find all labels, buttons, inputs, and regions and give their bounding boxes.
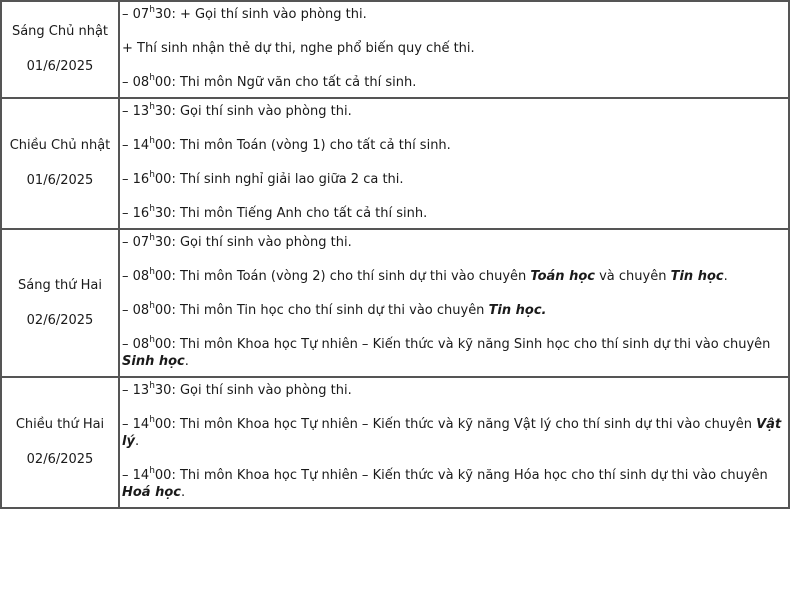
- activity-text: 00: Thi môn Toán (vòng 1) cho tất cả thí sinh.: [154, 138, 451, 153]
- schedule-row: [1, 98, 789, 229]
- session-date: 02/6/2025: [26, 452, 94, 467]
- subject-emphasis: Sinh học: [122, 354, 185, 369]
- activity-time-marker: h: [149, 136, 155, 146]
- activity-time-hour: + Thí sinh nhận thẻ dự thi, nghe phổ biến quy chế thi.: [122, 41, 475, 56]
- activity-time-marker: h: [149, 466, 155, 476]
- activity-line: [122, 137, 786, 154]
- activity-time-marker: h: [149, 267, 155, 277]
- activity-time-marker: h: [149, 301, 155, 311]
- activity-line: [122, 40, 786, 57]
- activity-time-marker: h: [149, 170, 155, 180]
- activity-text: 00: Thi môn Ngữ văn cho tất cả thí sinh.: [154, 75, 417, 90]
- activity-line: [122, 205, 786, 222]
- activity-text: 00: Thi môn Khoa học Tự nhiên – Kiến thức và kỹ năng Hóa học cho thí sinh dự thi vào chuyên: [154, 468, 768, 483]
- activity-cell: [119, 377, 789, 508]
- activity-line: [122, 416, 786, 450]
- activity-time-marker: h: [149, 102, 155, 112]
- subject-emphasis: Hoá học: [122, 485, 182, 500]
- activity-line: [122, 382, 786, 399]
- session-name: Sáng Chủ nhật: [11, 24, 109, 39]
- activity-text-tail: .: [184, 354, 189, 369]
- activity-time-hour: – 08: [122, 75, 150, 90]
- session-name: Chiều Chủ nhật: [9, 138, 111, 153]
- activity-time-marker: h: [149, 233, 155, 243]
- activity-line: [122, 6, 786, 23]
- session-date: 01/6/2025: [26, 59, 94, 74]
- subject-emphasis: Toán học: [530, 269, 595, 284]
- session-cell: [1, 229, 119, 377]
- activity-text-tail: và chuyên: [594, 269, 671, 284]
- activity-text: 30: Gọi thí sinh vào phòng thi.: [154, 104, 352, 119]
- activity-text: 00: Thi môn Khoa học Tự nhiên – Kiến thức và kỹ năng Vật lý cho thí sinh dự thi vào chuyên: [154, 417, 757, 432]
- schedule-body: [1, 1, 789, 508]
- schedule-row: [1, 229, 789, 377]
- activity-time-hour: – 14: [122, 138, 150, 153]
- subject-emphasis-2: Tin học: [670, 269, 724, 284]
- activity-cell: [119, 1, 789, 98]
- activity-time-marker: h: [149, 335, 155, 345]
- activity-time-hour: – 08: [122, 337, 150, 352]
- activity-text-tail: .: [181, 485, 186, 500]
- activity-line: [122, 302, 786, 319]
- subject-emphasis: Vật lý: [122, 417, 782, 449]
- activity-text: 30: Thi môn Tiếng Anh cho tất cả thí sinh.: [154, 206, 428, 221]
- activity-line: [122, 467, 786, 501]
- activity-time-hour: – 14: [122, 468, 150, 483]
- activity-line: [122, 234, 786, 251]
- session-cell: [1, 1, 119, 98]
- activity-line: [122, 171, 786, 188]
- activity-time-marker: h: [149, 381, 155, 391]
- activity-text: 30: Gọi thí sinh vào phòng thi.: [154, 235, 352, 250]
- activity-text: 00: Thi môn Khoa học Tự nhiên – Kiến thức và kỹ năng Sinh học cho thí sinh dự thi vào chuyên: [154, 337, 771, 352]
- activity-time-hour: – 07: [122, 235, 150, 250]
- session-name: Chiều thứ Hai: [15, 417, 105, 432]
- activity-time-hour: – 14: [122, 417, 150, 432]
- activity-time-hour: – 08: [122, 269, 150, 284]
- activity-cell: [119, 229, 789, 377]
- activity-time-marker: h: [149, 5, 155, 15]
- activity-time-hour: – 16: [122, 206, 150, 221]
- activity-text: 00: Thi môn Tin học cho thí sinh dự thi vào chuyên: [154, 303, 489, 318]
- activity-text: 00: Thi môn Toán (vòng 2) cho thí sinh dự thi vào chuyên: [154, 269, 531, 284]
- activity-time-marker: h: [149, 73, 155, 83]
- activity-text-tail: .: [134, 434, 140, 449]
- activity-text-tail-2: .: [723, 269, 728, 284]
- session-cell: [1, 377, 119, 508]
- activity-line: [122, 103, 786, 120]
- activity-time-marker: h: [149, 204, 155, 214]
- session-date: 01/6/2025: [26, 173, 94, 188]
- schedule-row: [1, 377, 789, 508]
- schedule-row: [1, 1, 789, 98]
- activity-time-hour: – 07: [122, 7, 150, 22]
- activity-line: [122, 74, 786, 91]
- activity-cell: [119, 98, 789, 229]
- activity-text: 30: + Gọi thí sinh vào phòng thi.: [154, 7, 367, 22]
- activity-time-hour: – 08: [122, 303, 150, 318]
- activity-text: 30: Gọi thí sinh vào phòng thi.: [154, 383, 352, 398]
- activity-time-marker: h: [149, 415, 155, 425]
- session-date: 02/6/2025: [26, 312, 94, 328]
- activity-text: 00: Thí sinh nghỉ giải lao giữa 2 ca thi.: [154, 172, 404, 187]
- activity-line: [122, 336, 786, 370]
- subject-emphasis: Tin học.: [488, 303, 547, 318]
- activity-time-hour: – 13: [122, 383, 150, 398]
- session-name: Sáng thứ Hai: [18, 277, 102, 293]
- activity-line: [122, 268, 786, 285]
- activity-time-hour: – 13: [122, 104, 150, 119]
- session-cell: [1, 98, 119, 229]
- activity-time-hour: – 16: [122, 172, 150, 187]
